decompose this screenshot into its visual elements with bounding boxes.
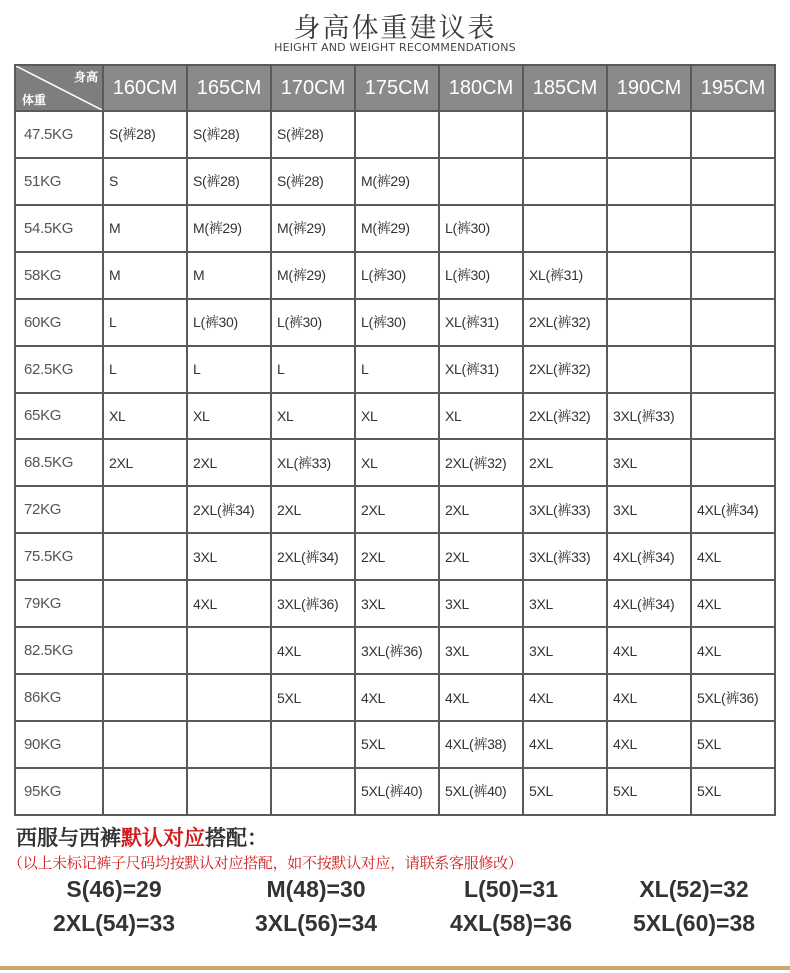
size-cell: 3XL	[608, 440, 690, 485]
size-cell: 3XL(裤36)	[272, 581, 354, 626]
size-cell: L	[104, 300, 186, 345]
size-cell	[188, 722, 270, 767]
table-row	[16, 534, 774, 579]
size-cell	[524, 206, 606, 251]
size-cell	[104, 628, 186, 673]
size-cell: 2XL(裤34)	[272, 534, 354, 579]
weight-cell: 86KG	[16, 675, 102, 720]
size-cell: 4XL	[692, 628, 774, 673]
size-cell: M	[188, 253, 270, 298]
size-cell	[104, 722, 186, 767]
size-cell	[272, 769, 354, 814]
pairing-heading-highlight: 默认对应	[121, 826, 205, 850]
size-cell	[608, 206, 690, 251]
height-header: 160CM	[104, 66, 186, 110]
size-cell: 5XL(裤40)	[440, 769, 522, 814]
size-cell	[104, 675, 186, 720]
size-mapping: 2XL(54)=33	[52, 910, 176, 936]
table-row	[16, 769, 774, 814]
size-cell: 5XL(裤36)	[692, 675, 774, 720]
size-cell: S(裤28)	[104, 112, 186, 157]
size-cell: XL(裤33)	[272, 440, 354, 485]
size-cell	[608, 300, 690, 345]
size-mapping: 4XL(58)=36	[449, 910, 573, 936]
size-cell	[440, 112, 522, 157]
size-cell: M(裤29)	[188, 206, 270, 251]
weight-cell: 51KG	[16, 159, 102, 204]
size-cell: 4XL	[608, 722, 690, 767]
table-row	[16, 440, 774, 485]
height-header: 170CM	[272, 66, 354, 110]
weight-cell: 95KG	[16, 769, 102, 814]
size-cell	[608, 347, 690, 392]
table-row	[16, 347, 774, 392]
size-cell	[356, 112, 438, 157]
size-cell: L(裤30)	[356, 300, 438, 345]
table-row	[16, 159, 774, 204]
size-cell	[692, 300, 774, 345]
size-cell	[524, 112, 606, 157]
page-subtitle: HEIGHT AND WEIGHT RECOMMENDATIONS	[274, 41, 516, 54]
size-cell: 3XL	[440, 628, 522, 673]
size-cell	[692, 159, 774, 204]
size-cell	[608, 159, 690, 204]
height-header: 175CM	[356, 66, 438, 110]
size-cell	[104, 769, 186, 814]
size-cell: S(裤28)	[272, 112, 354, 157]
table-row	[16, 487, 774, 532]
size-cell: S	[104, 159, 186, 204]
size-cell: 2XL(裤32)	[524, 347, 606, 392]
table-row	[16, 628, 774, 673]
weight-cell: 65KG	[16, 394, 102, 439]
size-cell: 3XL	[524, 581, 606, 626]
size-cell: L(裤30)	[440, 206, 522, 251]
weight-cell: 54.5KG	[16, 206, 102, 251]
size-cell: L	[272, 347, 354, 392]
height-header: 195CM	[692, 66, 774, 110]
size-cell: 3XL(裤33)	[524, 487, 606, 532]
table-row	[16, 722, 774, 767]
size-cell: M(裤29)	[272, 206, 354, 251]
size-cell: 3XL(裤36)	[356, 628, 438, 673]
size-cell	[104, 487, 186, 532]
size-cell	[692, 347, 774, 392]
weight-cell: 90KG	[16, 722, 102, 767]
size-cell	[608, 112, 690, 157]
size-cell: XL	[356, 440, 438, 485]
size-cell: 4XL(裤34)	[608, 581, 690, 626]
size-cell: 2XL	[524, 440, 606, 485]
size-cell: 5XL	[272, 675, 354, 720]
size-cell: M	[104, 253, 186, 298]
size-cell: 2XL(裤34)	[188, 487, 270, 532]
page-title: 身高体重建议表	[293, 13, 497, 44]
weight-cell: 82.5KG	[16, 628, 102, 673]
size-cell: 2XL(裤32)	[440, 440, 522, 485]
size-cell: 5XL(裤40)	[356, 769, 438, 814]
size-cell: 3XL	[440, 581, 522, 626]
size-cell: L	[188, 347, 270, 392]
size-cell	[272, 722, 354, 767]
size-cell: 2XL	[440, 487, 522, 532]
table-row	[16, 675, 774, 720]
size-cell: 2XL	[188, 440, 270, 485]
size-cell: 4XL	[356, 675, 438, 720]
size-cell: S(裤28)	[188, 112, 270, 157]
size-cell: 3XL(裤33)	[608, 394, 690, 439]
size-cell: 5XL	[692, 722, 774, 767]
size-cell	[188, 628, 270, 673]
size-cell: 2XL	[104, 440, 186, 485]
size-cell	[692, 253, 774, 298]
size-cell: L(裤30)	[440, 253, 522, 298]
size-cell: 2XL	[356, 534, 438, 579]
size-cell: S(裤28)	[272, 159, 354, 204]
size-cell: XL(裤31)	[440, 300, 522, 345]
weight-cell: 68.5KG	[16, 440, 102, 485]
size-cell: L	[104, 347, 186, 392]
table-row	[16, 112, 774, 157]
size-cell: 3XL	[356, 581, 438, 626]
table-row	[16, 581, 774, 626]
size-cell: 4XL	[188, 581, 270, 626]
size-cell: 4XL	[692, 581, 774, 626]
size-cell	[692, 112, 774, 157]
size-cell: L(裤30)	[188, 300, 270, 345]
size-cell: 4XL	[692, 534, 774, 579]
weight-cell: 79KG	[16, 581, 102, 626]
size-cell: L(裤30)	[356, 253, 438, 298]
size-cell: 2XL	[356, 487, 438, 532]
size-mapping: M(48)=30	[266, 876, 366, 902]
height-header: 180CM	[440, 66, 522, 110]
size-cell: 4XL	[608, 628, 690, 673]
size-mapping: 3XL(56)=34	[254, 910, 378, 936]
size-cell	[692, 206, 774, 251]
size-cell: 4XL	[524, 722, 606, 767]
height-header: 190CM	[608, 66, 690, 110]
size-cell: 2XL(裤32)	[524, 300, 606, 345]
size-cell	[524, 159, 606, 204]
size-cell	[104, 534, 186, 579]
size-cell: 4XL(裤38)	[440, 722, 522, 767]
size-cell: 5XL	[524, 769, 606, 814]
size-cell	[440, 159, 522, 204]
height-header: 165CM	[188, 66, 270, 110]
size-cell: 3XL	[188, 534, 270, 579]
size-cell: 3XL(裤33)	[524, 534, 606, 579]
table-row	[16, 300, 774, 345]
size-cell: XL	[104, 394, 186, 439]
size-cell: 5XL	[608, 769, 690, 814]
size-mapping: L(50)=31	[464, 876, 558, 902]
corner-cell	[16, 66, 102, 110]
pairing-note: （以上未标记裤子尺码均按默认对应搭配，如不按默认对应，请联系客服修改）	[8, 854, 523, 872]
size-cell	[188, 675, 270, 720]
size-mapping: 5XL(60)=38	[632, 910, 756, 936]
weight-cell: 47.5KG	[16, 112, 102, 157]
table-row	[16, 394, 774, 439]
size-cell: XL(裤31)	[440, 347, 522, 392]
table-row	[16, 206, 774, 251]
size-cell: XL	[356, 394, 438, 439]
weight-cell: 60KG	[16, 300, 102, 345]
size-cell: S(裤28)	[188, 159, 270, 204]
corner-weight-label: 体重	[22, 93, 47, 107]
size-cell: M(裤29)	[272, 253, 354, 298]
size-cell: XL	[272, 394, 354, 439]
size-cell: 2XL	[440, 534, 522, 579]
size-cell: 4XL(裤34)	[692, 487, 774, 532]
size-cell: XL	[440, 394, 522, 439]
table-body	[16, 112, 774, 814]
size-table	[14, 64, 776, 816]
size-mapping: S(46)=29	[66, 876, 162, 902]
pairing-heading-suffix: 搭配：	[205, 826, 268, 850]
size-mapping-row-2	[14, 910, 784, 937]
size-cell: 2XL	[272, 487, 354, 532]
weight-cell: 62.5KG	[16, 347, 102, 392]
size-cell: 5XL	[692, 769, 774, 814]
table-row	[16, 253, 774, 298]
size-cell	[188, 769, 270, 814]
weight-cell: 72KG	[16, 487, 102, 532]
size-cell	[692, 394, 774, 439]
size-cell: 4XL	[608, 675, 690, 720]
size-cell	[608, 253, 690, 298]
size-cell: L(裤30)	[272, 300, 354, 345]
weight-cell: 58KG	[16, 253, 102, 298]
size-cell: L	[356, 347, 438, 392]
size-mapping-row-1	[14, 876, 784, 903]
size-cell: 4XL	[524, 675, 606, 720]
bottom-accent-line	[0, 966, 790, 970]
size-cell: 4XL(裤34)	[608, 534, 690, 579]
size-cell: M	[104, 206, 186, 251]
size-cell: 4XL	[272, 628, 354, 673]
size-cell: M(裤29)	[356, 206, 438, 251]
size-cell: XL(裤31)	[524, 253, 606, 298]
size-cell: M(裤29)	[356, 159, 438, 204]
size-cell: 3XL	[608, 487, 690, 532]
pairing-heading-prefix: 西服与西裤	[16, 826, 121, 850]
size-cell	[692, 440, 774, 485]
corner-height-label: 身高	[73, 70, 98, 84]
size-cell: XL	[188, 394, 270, 439]
size-cell	[104, 581, 186, 626]
header-row	[16, 66, 774, 110]
size-cell: 2XL(裤32)	[524, 394, 606, 439]
size-cell: 5XL	[356, 722, 438, 767]
height-header: 185CM	[524, 66, 606, 110]
size-mapping: XL(52)=32	[639, 876, 749, 902]
size-cell: 4XL	[440, 675, 522, 720]
pairing-heading	[16, 822, 268, 852]
size-cell: 3XL	[524, 628, 606, 673]
weight-cell: 75.5KG	[16, 534, 102, 579]
